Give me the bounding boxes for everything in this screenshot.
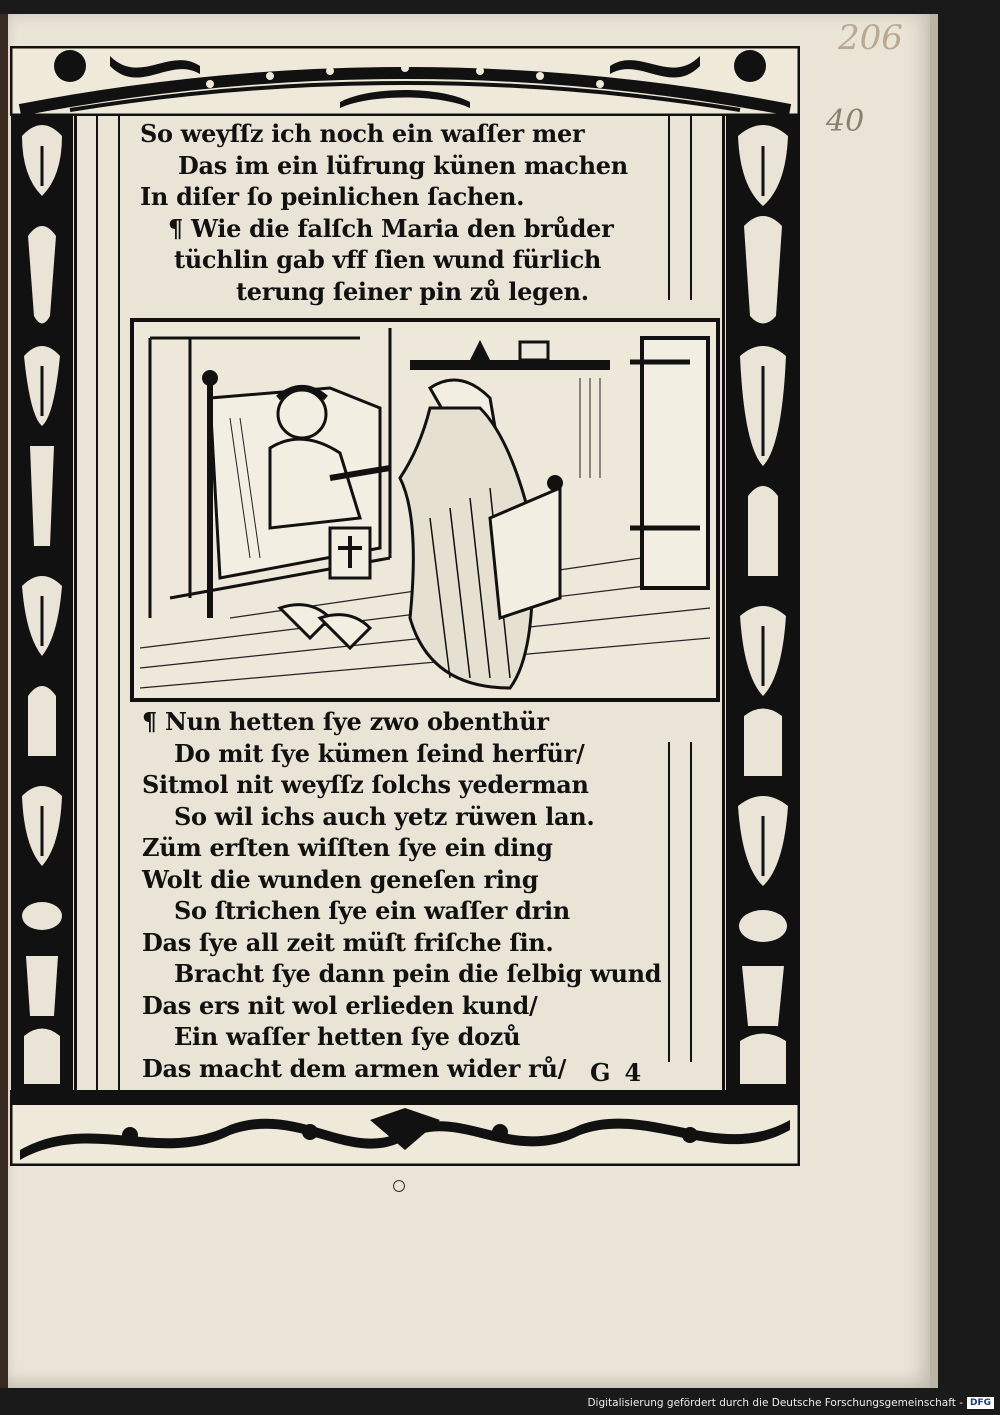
rule-right-4 [668, 742, 670, 1062]
signature-mark [590, 1058, 655, 1087]
verse-line: So wil ichs auch yetz rüwen lan. [174, 801, 595, 831]
handwritten-folio: 40 [826, 104, 865, 139]
digitization-footer [587, 1395, 994, 1411]
rule-left-3 [118, 116, 120, 1090]
verse-line: Sitmol nit weyſſz ſolchs yederman [142, 770, 589, 799]
verse-line: terung ſeiner pin zů legen. [236, 276, 589, 306]
rule-right-1 [668, 116, 670, 300]
verse-line: Wolt die wunden geneſen ring [142, 864, 539, 894]
frame-bottom-ornament [10, 1090, 800, 1166]
signature-letter: G [590, 1058, 611, 1087]
verse-line: Do mit ſye kümen ſeind herfür/ [174, 738, 585, 768]
verse-line: Züm erſten wiſſten ſye ein ding [142, 833, 553, 862]
footer-text: Digitalisierung gefördert durch die Deutsche Forschungsgemeinschaft - [587, 1397, 963, 1409]
signature-number: 4 [624, 1058, 642, 1087]
verse-line: So weyſſz ich noch ein waſſer mer [140, 119, 585, 148]
verse-line: Das im ein lüfrung künen machen [178, 150, 628, 180]
page-dot-icon [393, 1180, 405, 1192]
verse-line: So ſtrichen ſye ein waſſer drin [174, 896, 570, 925]
verse-line: In diſer ſo peinlichen ſachen. [140, 182, 525, 211]
woodcut-illustration [130, 318, 720, 702]
frame-top-ornament [10, 46, 800, 116]
rule-left-1 [74, 116, 77, 1090]
verse-line: ¶ Wie die falſch Maria den brůder [168, 213, 614, 243]
handwritten-number: 206 [838, 18, 903, 58]
verse-bottom [142, 706, 661, 1084]
verse-line: ¶ Nun hetten ſye zwo obenthür [142, 707, 549, 736]
frame-right-column [726, 116, 800, 1090]
verse-line: Das ers nit wol erlieden kund/ [142, 990, 538, 1020]
rule-left-2 [96, 116, 98, 1090]
verse-top [140, 118, 628, 307]
verse-line: tüchlin gab vff ſien wund fürlich [174, 245, 602, 274]
verse-line: Das macht dem armen wider rů/ [142, 1053, 567, 1083]
verse-line: Bracht ſye dann pein die ſelbig wund [174, 959, 662, 988]
rule-right-5 [690, 742, 692, 1062]
frame-left-column [10, 116, 74, 1090]
verse-line: Ein waſſer hetten ſye dozů [174, 1022, 521, 1051]
verse-line: Das ſye all zeit müſt friſche ſin. [142, 927, 554, 957]
book-edge [0, 14, 8, 1388]
dfg-logo: DFG [967, 1397, 994, 1409]
rule-right-3 [722, 116, 725, 1090]
rule-right-2 [690, 116, 692, 300]
